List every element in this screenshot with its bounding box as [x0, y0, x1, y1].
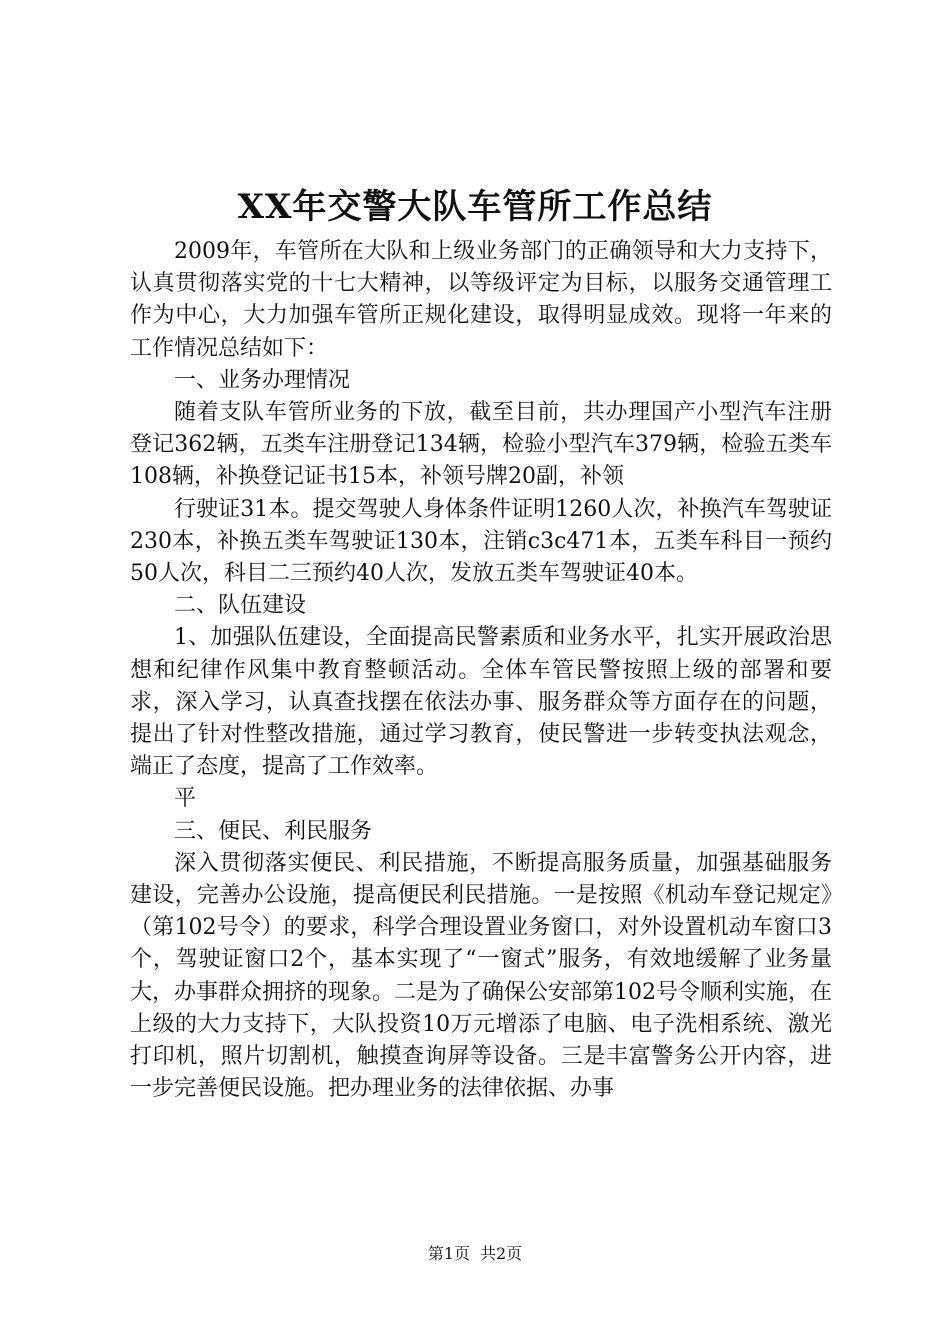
document-title: XX年交警大队车管所工作总结 [237, 187, 713, 227]
section-heading-service: 三、便民、利民服务 [174, 818, 373, 844]
paragraph-business-2: 行驶证31本。提交驾驶人身体条件证明1260人次，补换汽车驾驶证230本，补换五类车驾驶证130本，注销c3c471本，五类车科目一预约50人次，科目二三预约40人次，发放五类车驾驶证40本。 [130, 496, 832, 587]
document-body [130, 236, 832, 1105]
paragraph-team: 1、加强队伍建设，全面提高民警素质和业务水平，扎实开展政治思想和纪律作风集中教育整顿活动。全体车管民警按照上级的部署和要求，深入学习，认真查找摆在依法办事、服务群众等方面存在的问题，提出了针对性整改措施，通过学习教育，使民警进一步转变执法观念，端正了态度，提高了工作效率。 [130, 625, 832, 780]
section-heading-business: 一、业务办理情况 [174, 367, 351, 393]
page-total: 共2页 [480, 1244, 523, 1263]
paragraph-business-1: 随着支队车管所业务的下放，截至目前，共办理国产小型汽车注册登记362辆，五类车注册登记134辆，检验小型汽车379辆，检验五类车108辆，补换登记证书15本，补领号牌20副，补领 [130, 400, 832, 490]
paragraph-intro: 2009年，车管所在大队和上级业务部门的正确领导和大力支持下，认真贯彻落实党的十七大精神，以等级评定为目标，以服务交通管理工作为中心，大力加强车管所正规化建设，取得明显成效。现将一年来的工作情况总结如下： [130, 239, 832, 361]
paragraph-fragment: 平 [174, 786, 197, 812]
paragraph-service: 深入贯彻落实便民、利民措施，不断提高服务质量，加强基础服务建设，完善办公设施，提高便民利民措施。一是按照《机动车登记规定》（第102号令）的要求，科学合理设置业务窗口，对外设置机动车窗口3个，驾驶证窗口2个，基本实现了“一窗式”服务，有效地缓解了业务量大，办事群众拥挤的现象。二是为了确保公安部第102号令顺利实施，在上级的大力支持下，大队投资10万元增添了电脑、电子洗相系统、激光打印机，照片切割机，触摸查询屏等设备。三是丰富警务公开内容，进一步完善便民设施。把办理业务的法律依据、办事 [130, 850, 832, 1102]
section-heading-team: 二、队伍建设 [174, 593, 307, 619]
page-footer [0, 1243, 950, 1265]
page-number: 第1页 [427, 1244, 470, 1263]
